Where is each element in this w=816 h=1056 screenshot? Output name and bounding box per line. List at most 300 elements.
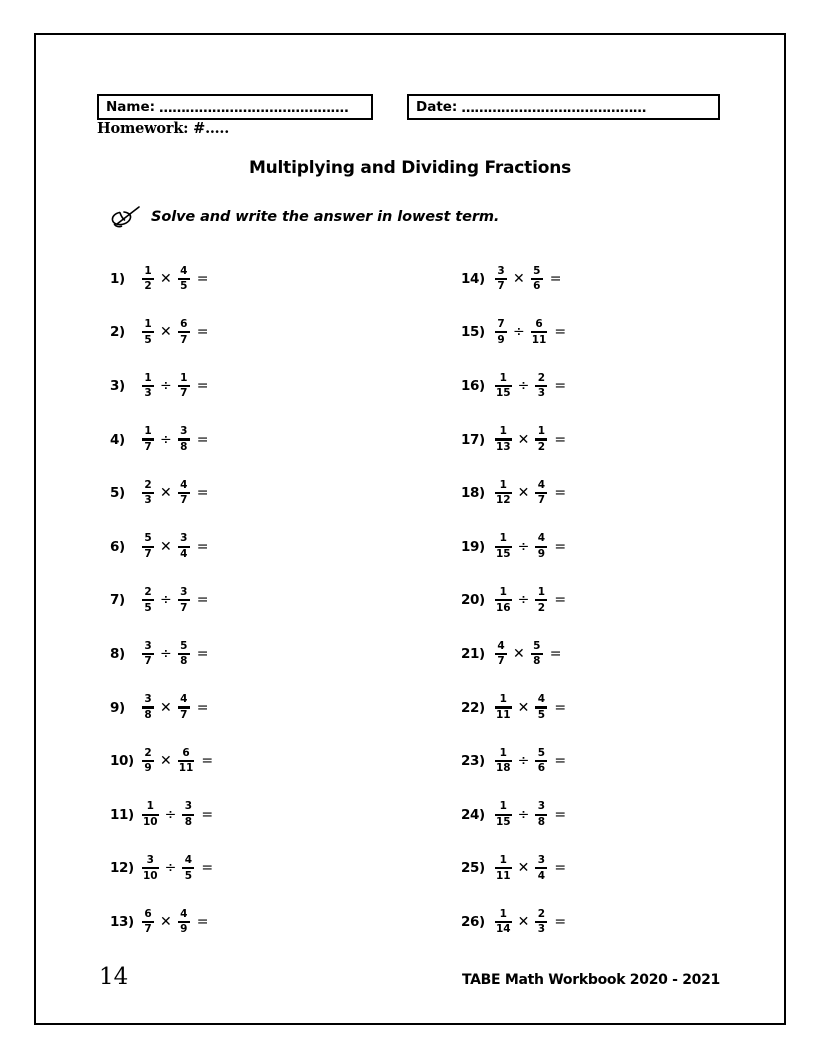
problem-number: 22) <box>461 699 485 716</box>
divide-operator: ÷ <box>160 377 172 394</box>
fraction-2 <box>535 748 547 775</box>
homework-number-field[interactable]: Homework: #….. <box>97 120 230 137</box>
denominator: 6 <box>533 280 541 293</box>
fraction-2 <box>535 801 547 828</box>
fraction-2 <box>535 373 547 400</box>
date-field[interactable] <box>407 94 720 120</box>
numerator: 6 <box>182 746 190 759</box>
fraction-1 <box>495 801 512 828</box>
problem-expression <box>142 748 213 775</box>
page-title: Multiplying and Dividing Fractions <box>248 158 572 178</box>
problem-expression <box>495 855 566 882</box>
numerator: 4 <box>537 693 546 706</box>
equals-sign: = <box>196 377 209 394</box>
fraction-1 <box>142 373 154 400</box>
name-label: Name: <box>106 99 156 115</box>
divide-operator: ÷ <box>513 324 525 341</box>
divide-operator: ÷ <box>517 753 530 770</box>
fraction-2 <box>535 694 547 721</box>
footer-book-title: TABE Math Workbook 2020 - 2021 <box>461 972 720 988</box>
numerator: 4 <box>184 854 193 867</box>
divide-operator: ÷ <box>164 806 177 823</box>
divide-operator: ÷ <box>160 431 172 448</box>
denominator: 7 <box>144 440 152 453</box>
problem-expression <box>142 426 208 453</box>
numerator: 1 <box>144 264 152 277</box>
numerator: 1 <box>144 425 152 438</box>
numerator: 6 <box>535 318 543 331</box>
fraction-1 <box>495 641 507 668</box>
problem-item <box>461 842 566 896</box>
numerator: 3 <box>537 854 546 867</box>
denominator: 7 <box>180 708 188 721</box>
problem-number: 16) <box>461 377 485 394</box>
problem-number: 8) <box>110 645 125 662</box>
numerator: 2 <box>537 907 546 920</box>
problem-item <box>461 413 566 467</box>
problem-item <box>110 734 213 788</box>
denominator: 16 <box>496 601 511 614</box>
name-field[interactable] <box>97 94 373 120</box>
fraction-1 <box>495 319 507 346</box>
problem-expression <box>495 373 566 400</box>
denominator: 11 <box>531 333 547 346</box>
problem-item <box>110 252 213 306</box>
numerator: 7 <box>497 318 505 331</box>
problem-item <box>461 466 566 520</box>
equals-sign: = <box>554 753 567 770</box>
problem-number: 24) <box>461 806 485 823</box>
problem-number: 3) <box>110 377 125 394</box>
multiply-operator: ✕ <box>517 860 530 877</box>
equals-sign: = <box>196 270 209 287</box>
fraction-2 <box>178 587 190 614</box>
fraction-2 <box>535 426 547 453</box>
denominator: 7 <box>144 548 152 561</box>
denominator: 8 <box>533 655 541 668</box>
numerator: 1 <box>146 800 154 813</box>
problem-item <box>110 413 213 467</box>
problem-item <box>461 734 566 788</box>
denominator: 5 <box>144 601 152 614</box>
fraction-2 <box>178 480 190 507</box>
fraction-1 <box>142 266 154 293</box>
numerator: 3 <box>180 425 188 438</box>
problem-expression <box>495 909 566 936</box>
numerator: 3 <box>180 586 188 599</box>
fraction-2 <box>178 909 190 936</box>
equals-sign: = <box>196 538 209 555</box>
problem-item <box>461 520 566 574</box>
fraction-2 <box>531 319 548 346</box>
fraction-1 <box>142 480 154 507</box>
denominator: 11 <box>496 869 511 882</box>
fraction-1 <box>142 855 159 882</box>
problem-item <box>110 842 213 896</box>
problem-expression <box>142 266 208 293</box>
numerator: 1 <box>537 586 546 599</box>
numerator: 1 <box>144 371 152 384</box>
problem-item <box>110 895 213 949</box>
fraction-2 <box>182 801 194 828</box>
problem-item <box>110 627 213 681</box>
divide-operator: ÷ <box>517 806 530 823</box>
problem-item <box>461 681 566 735</box>
denominator: 8 <box>537 816 546 829</box>
numerator: 1 <box>499 693 507 706</box>
equals-sign: = <box>196 645 209 662</box>
numerator: 5 <box>180 639 188 652</box>
multiply-operator: ✕ <box>160 753 172 770</box>
problem-number: 6) <box>110 538 125 555</box>
fraction-1 <box>495 748 512 775</box>
problem-number: 21) <box>461 645 485 662</box>
fraction-1 <box>142 533 154 560</box>
fraction-2 <box>535 587 547 614</box>
equals-sign: = <box>554 913 567 930</box>
fraction-1 <box>495 587 512 614</box>
fraction-2 <box>178 748 195 775</box>
fraction-2 <box>178 533 190 560</box>
divide-operator: ÷ <box>160 592 172 609</box>
numerator: 1 <box>180 371 188 384</box>
page-number: 14 <box>99 964 129 990</box>
problem-column-left <box>110 252 213 949</box>
denominator: 6 <box>537 762 546 775</box>
numerator: 3 <box>180 532 188 545</box>
numerator: 1 <box>499 586 507 599</box>
numerator: 1 <box>499 371 507 384</box>
equals-sign: = <box>554 485 567 502</box>
multiply-operator: ✕ <box>517 485 530 502</box>
fraction-1 <box>495 426 512 453</box>
denominator: 5 <box>537 708 546 721</box>
numerator: 5 <box>533 639 541 652</box>
problem-number: 2) <box>110 324 125 341</box>
numerator: 1 <box>499 532 507 545</box>
numerator: 4 <box>180 907 188 920</box>
equals-sign: = <box>554 806 567 823</box>
problem-item <box>110 574 213 628</box>
fraction-1 <box>142 694 154 721</box>
numerator: 2 <box>537 371 546 384</box>
fraction-1 <box>495 266 507 293</box>
numerator: 5 <box>144 532 152 545</box>
denominator: 11 <box>178 762 194 775</box>
denominator: 7 <box>144 923 152 936</box>
equals-sign: = <box>196 485 209 502</box>
fraction-2 <box>531 266 543 293</box>
numerator: 4 <box>497 639 505 652</box>
denominator: 5 <box>184 869 193 882</box>
numerator: 3 <box>144 639 152 652</box>
numerator: 2 <box>144 746 152 759</box>
problem-number: 15) <box>461 324 485 341</box>
equals-sign: = <box>554 699 567 716</box>
divide-operator: ÷ <box>164 860 177 877</box>
problem-item <box>110 359 213 413</box>
denominator: 7 <box>497 280 505 293</box>
fraction-2 <box>178 266 190 293</box>
numerator: 3 <box>537 800 546 813</box>
problem-item <box>461 627 566 681</box>
equals-sign: = <box>554 860 567 877</box>
denominator: 8 <box>180 655 188 668</box>
divide-operator: ÷ <box>517 592 530 609</box>
multiply-operator: ✕ <box>517 699 530 716</box>
numerator: 3 <box>184 800 193 813</box>
equals-sign: = <box>196 431 209 448</box>
fraction-1 <box>142 641 154 668</box>
multiply-operator: ✕ <box>160 485 172 502</box>
problem-expression <box>142 373 208 400</box>
problem-number: 26) <box>461 913 485 930</box>
denominator: 8 <box>144 708 152 721</box>
problem-expression <box>495 319 566 346</box>
problem-number: 12) <box>110 860 134 877</box>
problem-number: 23) <box>461 753 485 770</box>
problem-number: 11) <box>110 806 134 823</box>
fraction-1 <box>495 480 512 507</box>
numerator: 1 <box>499 425 507 438</box>
fraction-1 <box>142 801 159 828</box>
numerator: 1 <box>499 800 507 813</box>
problem-item <box>461 252 566 306</box>
fraction-1 <box>495 373 512 400</box>
multiply-operator: ✕ <box>513 270 525 287</box>
numerator: 3 <box>144 693 152 706</box>
multiply-operator: ✕ <box>160 324 172 341</box>
fraction-2 <box>178 641 190 668</box>
problem-number: 7) <box>110 592 125 609</box>
fraction-1 <box>142 909 154 936</box>
problem-item <box>461 895 566 949</box>
numerator: 2 <box>144 586 152 599</box>
denominator: 18 <box>496 762 511 775</box>
fraction-2 <box>178 694 190 721</box>
fraction-1 <box>495 855 512 882</box>
denominator: 7 <box>497 655 505 668</box>
numerator: 4 <box>180 264 188 277</box>
denominator: 9 <box>180 923 188 936</box>
problem-item <box>110 681 213 735</box>
numerator: 3 <box>497 264 505 277</box>
problem-item <box>110 788 213 842</box>
numerator: 1 <box>537 425 546 438</box>
equals-sign: = <box>201 806 214 823</box>
fraction-1 <box>142 319 154 346</box>
denominator: 8 <box>184 816 193 829</box>
numerator: 2 <box>144 478 152 491</box>
divide-operator: ÷ <box>160 645 172 662</box>
date-dotted-line: …………………………………… <box>461 100 647 116</box>
multiply-operator: ✕ <box>517 431 530 448</box>
denominator: 10 <box>143 816 158 829</box>
equals-sign: = <box>554 377 567 394</box>
problem-expression <box>495 533 566 560</box>
problem-number: 5) <box>110 485 125 502</box>
denominator: 13 <box>496 440 511 453</box>
numerator: 4 <box>537 532 546 545</box>
numerator: 6 <box>180 318 188 331</box>
equals-sign: = <box>554 324 567 341</box>
fraction-1 <box>495 694 512 721</box>
pen-icon <box>108 204 142 230</box>
fraction-2 <box>535 480 547 507</box>
denominator: 7 <box>180 387 188 400</box>
denominator: 4 <box>537 869 546 882</box>
date-label: Date: <box>416 99 458 115</box>
problem-expression <box>142 801 213 828</box>
numerator: 4 <box>180 478 188 491</box>
problem-expression <box>495 801 566 828</box>
multiply-operator: ✕ <box>160 699 172 716</box>
problem-expression <box>495 641 561 668</box>
denominator: 7 <box>180 601 188 614</box>
problem-number: 25) <box>461 860 485 877</box>
denominator: 7 <box>144 655 152 668</box>
instruction-row <box>108 204 499 230</box>
denominator: 3 <box>537 923 546 936</box>
multiply-operator: ✕ <box>160 538 172 555</box>
problem-number: 20) <box>461 592 485 609</box>
equals-sign: = <box>554 538 567 555</box>
multiply-operator: ✕ <box>160 270 172 287</box>
problem-number: 4) <box>110 431 125 448</box>
problem-number: 19) <box>461 538 485 555</box>
denominator: 4 <box>180 548 188 561</box>
name-dotted-line: ……………………………………. <box>159 100 349 116</box>
problem-number: 17) <box>461 431 485 448</box>
fraction-2 <box>531 641 543 668</box>
fraction-2 <box>535 855 547 882</box>
problem-item <box>110 466 213 520</box>
problem-expression <box>495 480 566 507</box>
problem-expression <box>142 855 213 882</box>
problem-number: 18) <box>461 485 485 502</box>
equals-sign: = <box>554 431 567 448</box>
denominator: 3 <box>144 387 152 400</box>
numerator: 4 <box>537 478 546 491</box>
denominator: 2 <box>537 601 546 614</box>
problem-item <box>110 306 213 360</box>
problem-expression <box>495 266 561 293</box>
fraction-2 <box>178 319 190 346</box>
problem-expression <box>142 480 208 507</box>
numerator: 5 <box>537 746 546 759</box>
equals-sign: = <box>554 592 567 609</box>
problem-expression <box>495 426 566 453</box>
problem-item <box>461 574 566 628</box>
denominator: 3 <box>537 387 546 400</box>
denominator: 9 <box>144 762 152 775</box>
problem-item <box>461 306 566 360</box>
fraction-2 <box>535 909 547 936</box>
numerator: 4 <box>180 693 188 706</box>
problem-expression <box>495 587 566 614</box>
multiply-operator: ✕ <box>517 913 530 930</box>
divide-operator: ÷ <box>517 377 530 394</box>
denominator: 11 <box>496 708 511 721</box>
equals-sign: = <box>196 699 209 716</box>
fraction-2 <box>178 426 190 453</box>
numerator: 1 <box>499 907 507 920</box>
denominator: 7 <box>180 333 188 346</box>
numerator: 6 <box>144 907 152 920</box>
denominator: 12 <box>496 494 511 507</box>
problem-expression <box>142 319 208 346</box>
numerator: 1 <box>499 746 507 759</box>
problem-expression <box>142 587 208 614</box>
fraction-1 <box>495 533 512 560</box>
problem-item <box>461 359 566 413</box>
fraction-2 <box>535 533 547 560</box>
numerator: 1 <box>499 478 507 491</box>
fraction-2 <box>178 373 190 400</box>
denominator: 2 <box>537 440 546 453</box>
denominator: 9 <box>497 333 505 346</box>
equals-sign: = <box>196 324 209 341</box>
numerator: 1 <box>144 318 152 331</box>
numerator: 1 <box>499 854 507 867</box>
instruction-text: Solve and write the answer in lowest term. <box>151 209 500 225</box>
denominator: 15 <box>496 548 511 561</box>
equals-sign: = <box>196 913 209 930</box>
denominator: 7 <box>180 494 188 507</box>
denominator: 15 <box>496 387 511 400</box>
problem-number: 13) <box>110 913 134 930</box>
problem-expression <box>142 694 208 721</box>
problem-number: 10) <box>110 753 134 770</box>
denominator: 7 <box>537 494 546 507</box>
equals-sign: = <box>196 592 209 609</box>
problem-expression <box>495 694 566 721</box>
denominator: 8 <box>180 440 188 453</box>
problem-number: 9) <box>110 699 125 716</box>
fraction-2 <box>182 855 194 882</box>
divide-operator: ÷ <box>517 538 530 555</box>
denominator: 3 <box>144 494 152 507</box>
fraction-1 <box>142 587 154 614</box>
problem-item <box>461 788 566 842</box>
problem-expression <box>142 909 208 936</box>
fraction-1 <box>142 426 154 453</box>
fraction-1 <box>495 909 512 936</box>
multiply-operator: ✕ <box>513 645 525 662</box>
denominator: 5 <box>180 280 188 293</box>
equals-sign: = <box>549 645 562 662</box>
problem-number: 1) <box>110 270 125 287</box>
denominator: 14 <box>496 923 511 936</box>
numerator: 3 <box>146 854 154 867</box>
problem-number: 14) <box>461 270 485 287</box>
denominator: 5 <box>144 333 152 346</box>
problem-item <box>110 520 213 574</box>
problem-expression <box>142 641 208 668</box>
equals-sign: = <box>201 860 214 877</box>
multiply-operator: ✕ <box>160 913 172 930</box>
numerator: 5 <box>533 264 541 277</box>
fraction-1 <box>142 748 154 775</box>
denominator: 9 <box>537 548 546 561</box>
problem-column-right <box>461 252 566 949</box>
denominator: 2 <box>144 280 152 293</box>
denominator: 15 <box>496 816 511 829</box>
equals-sign: = <box>549 270 562 287</box>
equals-sign: = <box>201 753 214 770</box>
denominator: 10 <box>143 869 158 882</box>
problem-expression <box>495 748 566 775</box>
